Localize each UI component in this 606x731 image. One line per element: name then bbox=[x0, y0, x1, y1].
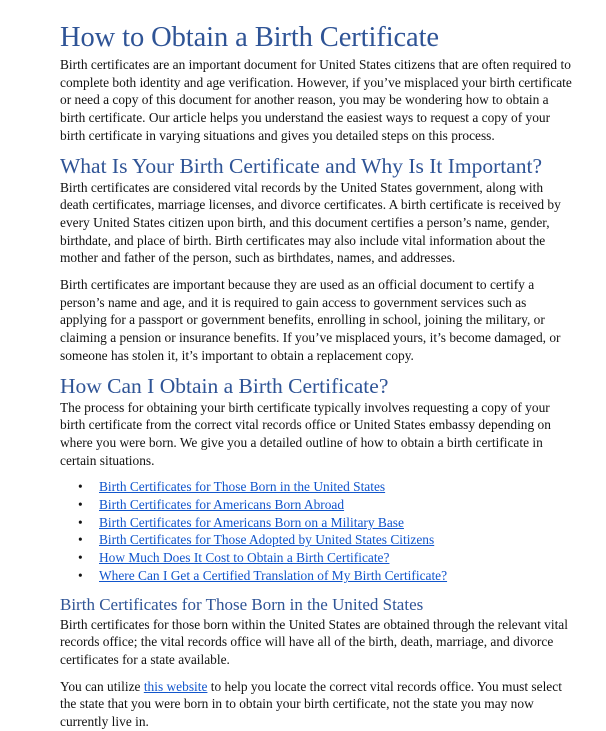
page-title: How to Obtain a Birth Certificate bbox=[60, 22, 439, 53]
toc-link-military-base[interactable]: Birth Certificates for Americans Born on a Military Base bbox=[99, 514, 404, 530]
toc-link-born-in-us[interactable]: Birth Certificates for Those Born in the United States bbox=[99, 479, 386, 495]
list-item bbox=[60, 514, 572, 532]
list-item bbox=[60, 531, 572, 549]
list-item bbox=[60, 478, 572, 496]
list-item bbox=[60, 567, 572, 585]
section-what-is-paragraph-2: Birth certificates are important because they are used as an official document to certify a person’s name and age, and it is required to gain access to government services such as applying for a passport or government benefits, enrolling in school, joining the military, or claiming a pension or insurance benefits. If you’ve misplaced yours, it’s become damaged, or someone has stolen it, it’s important to obtain a replacement copy. bbox=[60, 277, 561, 363]
list-item bbox=[60, 496, 572, 514]
bullet-icon: • bbox=[78, 497, 83, 513]
section-heading-how-can: How Can I Obtain a Birth Certificate? bbox=[60, 373, 389, 398]
section-born-in-us-paragraph-1: Birth certificates for those born within the United States are obtained through the relevant vital records office; the vital records office will have all of the birth, death, marriage, and divorce certificates for a state available. bbox=[60, 616, 568, 667]
bullet-icon: • bbox=[78, 514, 83, 530]
this-website-link[interactable]: this website bbox=[143, 678, 208, 694]
section-what-is-paragraph-1: Birth certificates are considered vital records by the United States government, along with death certificates, marriage licenses, and divorce certificates. A birth certificate is received by every United States citizen upon birth, and this document certifies a person’s name, gender, birthdate, and place of birth. Birth certificates may also include vital information about the mother and father of the person, such as birthdates, names, and addresses. bbox=[60, 179, 561, 266]
toc-link-cost[interactable]: How Much Does It Cost to Obtain a Birth Certificate? bbox=[99, 550, 390, 566]
section-how-can-paragraph: The process for obtaining your birth certificate typically involves requesting a copy of your birth certificate from the correct vital records office or United States embassy depending on where you were born. We give you a detailed outline of how to obtain a birth certificate in certain situations. bbox=[60, 399, 551, 468]
list-item bbox=[60, 549, 572, 567]
paragraph-text: You can utilize bbox=[60, 678, 144, 694]
toc-link-translation[interactable]: Where Can I Get a Certified Translation of My Birth Certificate? bbox=[99, 567, 448, 583]
section-heading-born-in-us: Birth Certificates for Those Born in the United States bbox=[60, 594, 424, 614]
section-heading-what-is: What Is Your Birth Certificate and Why Is It Important? bbox=[60, 153, 543, 178]
bullet-icon: • bbox=[78, 550, 83, 566]
bullet-icon: • bbox=[78, 532, 83, 548]
bullet-icon: • bbox=[78, 567, 83, 583]
toc-link-adopted[interactable]: Birth Certificates for Those Adopted by United States Citizens bbox=[99, 532, 435, 548]
table-of-contents-list bbox=[60, 478, 572, 584]
intro-paragraph: Birth certificates are an important document for United States citizens that are often required to complete both identity and age verification. However, if you’ve misplaced your birth certificate or need a copy of this document for another reason, you may be wondering how to obtain a birth certificate. Our article helps you understand the easiest ways to request a copy of your birth certificate in varying situations and gives you detailed steps on this process. bbox=[60, 57, 572, 143]
section-born-in-us-paragraph-2 bbox=[60, 678, 572, 731]
document-content bbox=[60, 20, 572, 731]
toc-link-born-abroad[interactable]: Birth Certificates for Americans Born Abroad bbox=[99, 497, 345, 513]
paragraph-text: to help you locate the correct vital records office. You must select the state that you were born in to obtain your birth certificate, not the state you may now currently live in. bbox=[60, 678, 562, 730]
bullet-icon: • bbox=[78, 479, 83, 495]
